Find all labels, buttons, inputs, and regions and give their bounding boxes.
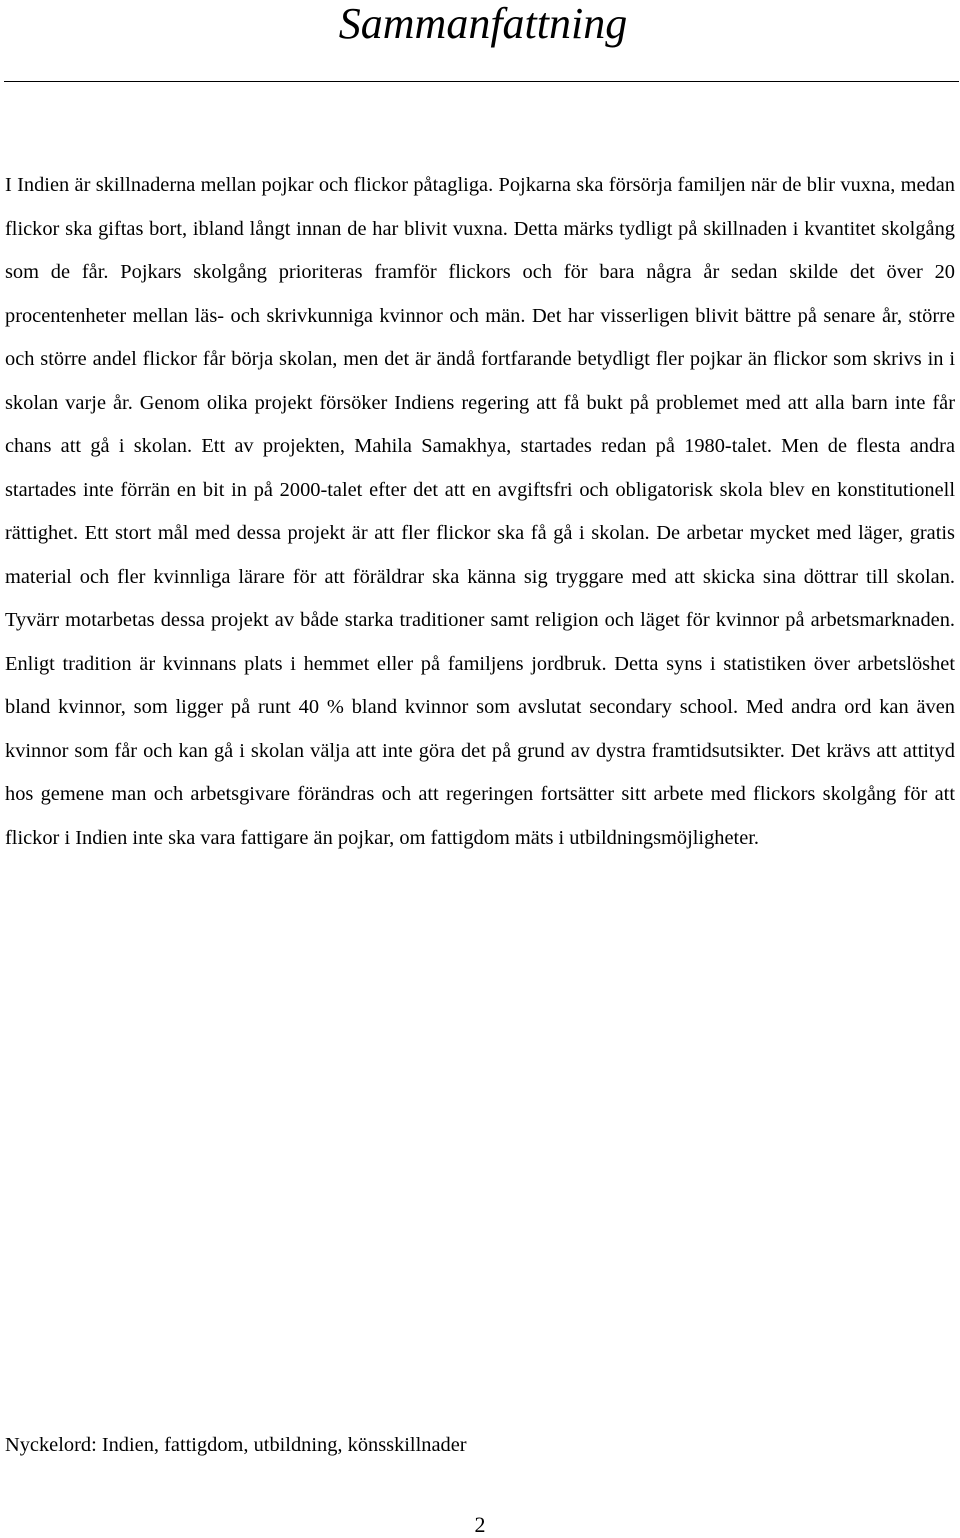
page-title: Sammanfattning bbox=[338, 0, 628, 48]
title-divider bbox=[4, 81, 959, 82]
page-number: 2 bbox=[474, 1512, 486, 1537]
keywords-line: Nyckelord: Indien, fattigdom, utbildning, könsskillnader bbox=[5, 1434, 467, 1456]
summary-paragraph: I Indien är skillnaderna mellan pojkar och flickor påtagliga. Pojkarna ska försörja familjen när de blir vuxna, medan flickor ska giftas bort, ibland långt innan de har blivit vuxna. Detta märks tydligt på skillnaden i kvantitet skolgång som de får. Pojkars skolgång prioriteras framför flickors och för bara några år sedan skilde det över 20 procentenheter mellan läs- och skrivkunniga kvinnor och män. Det har visserligen blivit bättre på senare år, större och större andel flickor får börja skolan, men det är ändå fortfarande betydligt fler pojkar än flickor som skrivs in i skolan varje år. Genom olika projekt försöker Indiens regering att få bukt på problemet med att alla barn inte får chans att gå i skolan. Ett av projekten, Mahila Samakhya, startades redan på 1980-talet. Men de flesta andra startades inte förrän en bit in på 2000-talet efter det att en avgiftsfri och obligatorisk skola blev en konstitutionell rättighet. Ett stort mål med dessa projekt är att fler flickor ska få gå i skolan. De arbetar mycket med läger, gratis material och fler kvinnliga lärare för att föräldrar ska känna sig tryggare med att skicka sina döttrar till skolan. Tyvärr motarbetas dessa projekt av både starka traditioner samt religion och läget för kvinnor på arbetsmarknaden. Enligt tradition är kvinnans plats i hemmet eller på familjens jordbruk. Detta syns i statistiken över arbetslöshet bland kvinnor, som ligger på runt 40 % bland kvinnor som avslutat secondary school. Med andra ord kan även kvinnor som får och kan gå i skolan välja att inte göra det på grund av dystra framtidsutsikter. Det krävs att attityd hos gemene man och arbetsgivare förändras och att regeringen fortsätter sitt arbete med flickors skolgång för att flickor i Indien inte ska vara fattigare än pojkar, om fattigdom mäts i utbildningsmöjligheter. bbox=[5, 174, 955, 849]
